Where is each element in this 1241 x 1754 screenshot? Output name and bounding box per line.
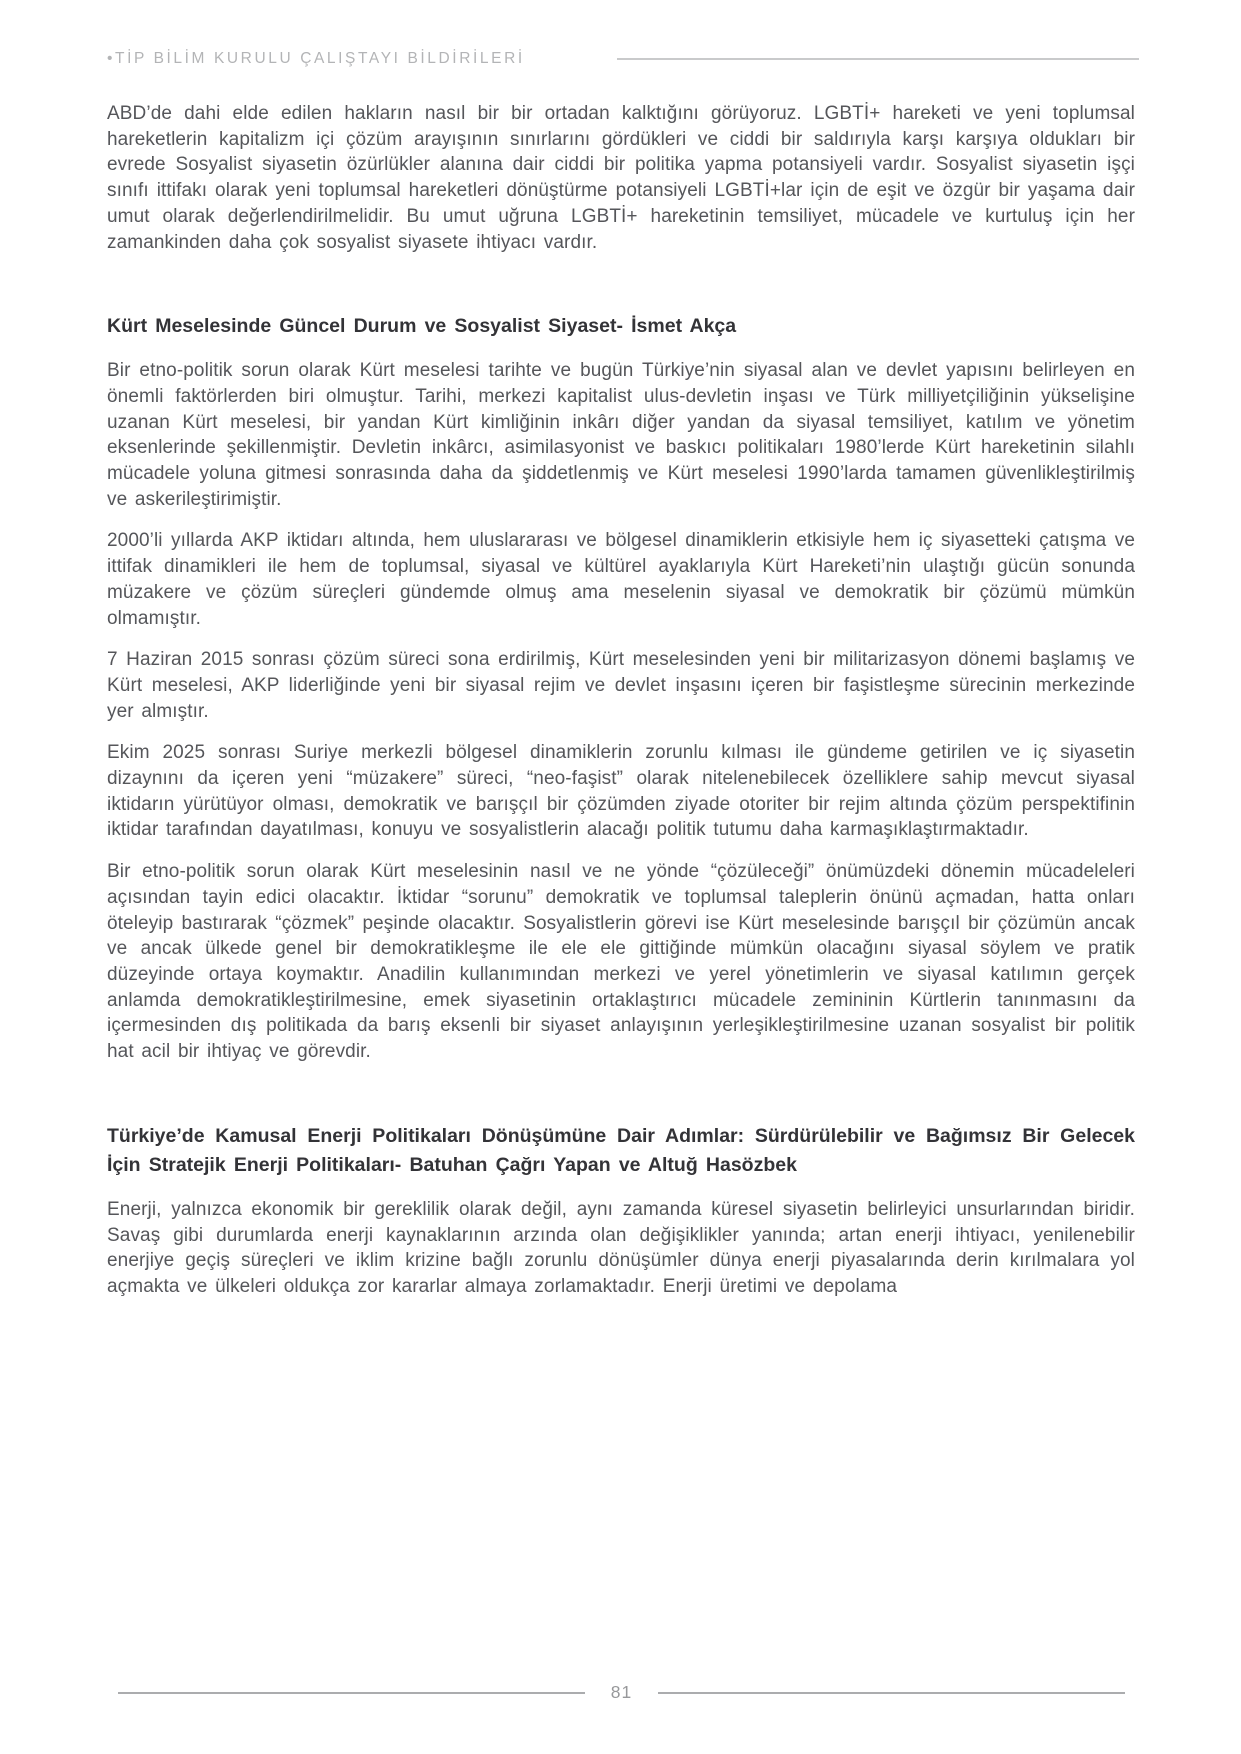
paragraph-energy-intro: Enerji, yalnızca ekonomik bir gereklilik olarak değil, aynı zamanda küresel siyasetin belirleyici unsurlarından biridir. Savaş gibi durumlarda enerji kaynaklarının arzında olan değişiklikler yanında; artan enerji ihtiyacı, yenilenebilir enerjiye geçiş süreçleri ve iklim krizine bağlı zorunlu dönüşümler dünya enerji piyasalarında derin kırılmalara yol açmakta ve ülkeleri oldukça zor kararlar almaya zorlamaktadır. Enerji üretimi ve depolama: [107, 1198, 1135, 1297]
page-number: 81: [610, 1682, 633, 1702]
footer-rule-left: [118, 1692, 585, 1694]
section-heading-enerji-politikalari: Türkiye’de Kamusal Enerji Politikaları Dönüşümüne Dair Adımlar: Sürdürülebilir ve Bağımsız Bir Gelecek İçin Stratejik Enerji Politikaları- Batuhan Çağrı Yapan ve Altuğ Hasözbek: [107, 1124, 1135, 1176]
paragraph-ekim-2025: Ekim 2025 sonrası Suriye merkezli bölgesel dinamiklerin zorunlu kılması ile gündeme getirilen ve iç siyasetin dizaynını da içeren yeni “müzakere” süreci, “neo-faşist” olarak nitelenebilecek özelliklere sahip mevcut siyasal iktidarın yürütüyor olması, demokratik ve barışçıl bir çözümden ziyade otoriter bir rejim altında çözüm perspektifinin iktidar tarafından dayatılması, konuyu ve sosyalistlerin alacağı politik tutumu daha karmaşıklaştırmaktadır.: [107, 742, 1135, 841]
header-rule-line: [617, 58, 1139, 60]
page-content: [107, 101, 1135, 1316]
paragraph-kurt-history: Bir etno-politik sorun olarak Kürt meselesi tarihte ve bugün Türkiye’nin siyasal alan ve devlet yapısını belirleyen en önemli faktörlerden biri olmuştur. Tarihi, merkezi kapitalist ulus-devletin inşası ve Türk milliyetçiliğinin yükselişine uzanan Kürt meselesi, bir yandan Kürt kimliğinin inkârı diğer yandan da siyasal temsiliyet, katılım ve yönetim eksenlerinde şekillenmiştir. Devletin inkârcı, asimilasyonist ve baskıcı politikaları 1980’lerde Kürt hareketinin silahlı mücadele yoluna gitmesi sonrasında daha da şiddetlenmiş ve Kürt meselesi 1990’larda tamamen güvenlikleştirilmiş ve askerileştirimiştir.: [107, 360, 1135, 510]
footer-rule-right: [658, 1692, 1125, 1694]
page-footer: [118, 1682, 1125, 1703]
paragraph-lgbti-movement: ABD’de dahi elde edilen hakların nasıl bir bir ortadan kalktığını görüyoruz. LGBTİ+ hareketi ve yeni toplumsal hareketlerin kapitalizm içi çözüm arayışının sınırlarını gördükleri ve ciddi bir saldırıyla karşı karşıya oldukları bir evrede Sosyalist siyasetin özürlükler alanına dair ciddi bir politika yapma potansiyeli vardır. Sosyalist siyasetin işçi sınıfı ittifakı olarak yeni toplumsal hareketleri dönüştürme potansiyeli LGBTİ+lar için de eşit ve özgür bir yaşama dair umut olarak değerlendirilmelidir. Bu umut uğruna LGBTİ+ hareketinin temsiliyet, mücadele ve kurtuluş için her zamankinden daha çok sosyalist siyasete ihtiyacı vardır.: [107, 103, 1135, 253]
paragraph-socialist-duty: Bir etno-politik sorun olarak Kürt meselesinin nasıl ve ne yönde “çözüleceği” önümüzdeki dönemin mücadeleleri açısından tayin edici olacaktır. İktidar “sorunu” demokratik ve toplumsal taleplerin önünü açmadan, hatta onları öteleyip bastırarak “çözmek” peşinde olacaktır. Sosyalistlerin görevi ise Kürt meselesinde barışçıl bir çözümün ancak ve ancak ülkede genel bir demokratikleşme ile ele ele gittiğinde mümkün olacağını siyasal söylem ve pratik düzeyinde ortaya koymaktır. Anadilin kullanımından merkezi ve yerel yönetimlerin ve siyasal katılımın gerçek anlamda demokratikleştirilmesine, emek siyasetinin ortaklaştırıcı mücadele zemininin Kürtlerin tanınmasını da içermesinden dış politikada da barış eksenli bir siyaset anlayışının yerleşikleştirilmesine uzanan sosyalist bir politik hat acil bir ihtiyaç ve görevdir.: [107, 861, 1135, 1063]
running-header-title: •TİP BİLİM KURULU ÇALIŞTAYI BİLDİRİLERİ: [107, 50, 525, 67]
page-header: [107, 50, 1139, 68]
section-heading-kurt-meselesi: Kürt Meselesinde Güncel Durum ve Sosyalist Siyaset- İsmet Akça: [107, 315, 737, 338]
paragraph-7-haziran-2015: 7 Haziran 2015 sonrası çözüm süreci sona erdirilmiş, Kürt meselesinden yeni bir militarizasyon dönemi başlamış ve Kürt meselesi, AKP liderliğinde yeni bir siyasal rejim ve devlet inşasını içeren bir faşistleşme sürecinin merkezinde yer almıştır.: [107, 649, 1135, 722]
paragraph-akp-2000s: 2000’li yıllarda AKP iktidarı altında, hem uluslararası ve bölgesel dinamiklerin etkisiyle hem iç siyasetteki çatışma ve ittifak dinamikleri ile hem de toplumsal, siyasal ve kültürel ayaklarıyla Kürt Hareketi’nin ulaştığı gücün sonunda müzakere ve çözüm süreçleri gündemde olmuş ama meselenin siyasal ve demokratik bir çözümü mümkün olmamıştır.: [107, 530, 1135, 629]
